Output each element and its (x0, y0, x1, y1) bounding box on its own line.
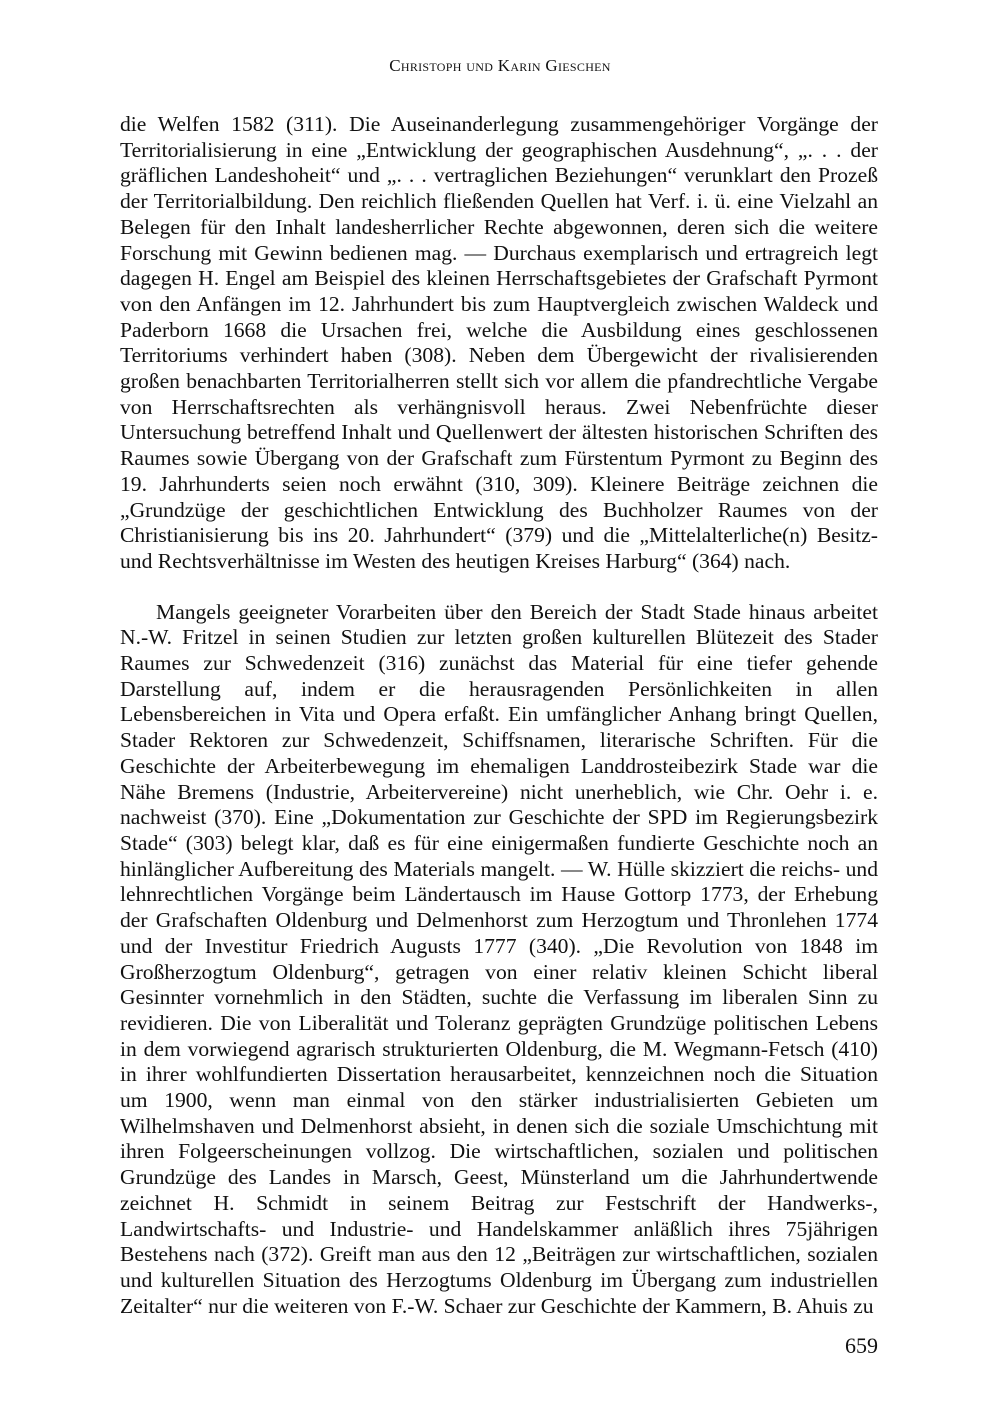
paragraph-1: die Welfen 1582 (311). Die Auseinanderlegung zusammengehöriger Vorgänge der Territorialisierung in eine „Entwicklung der geographischen Ausdehnung“, „. . . der gräflichen Landeshoheit“ und „. . . vertraglichen Beziehungen“ verunklart den Prozeß der Territorialbildung. Den reichlich fließenden Quellen hat Verf. i. ü. eine Vielzahl an Belegen für den Inhalt landesherrlicher Rechte abgewonnen, deren sich die weitere Forschung mit Gewinn bedienen mag. — Durchaus exemplarisch und ertragreich legt dagegen H. Engel am Beispiel des kleinen Herrschaftsgebietes der Grafschaft Pyrmont von den Anfängen im 12. Jahrhundert bis zum Hauptvergleich zwischen Waldeck und Paderborn 1668 die Ursachen frei, welche die Ausbildung eines geschlossenen Territoriums verhindert haben (308). Neben dem Übergewicht der rivalisierenden großen benachbarten Territorialherren stellt sich vor allem die pfandrechtliche Vergabe von Herrschaftsrechten als verhängnisvoll heraus. Zwei Nebenfrüchte dieser Untersuchung betreffend Inhalt und Quellenwert der ältesten historischen Schriften des Raumes sowie Übergang von der Grafschaft zum Fürstentum Pyrmont zu Beginn des 19. Jahrhunderts seien noch erwähnt (310, 309). Kleinere Beiträge zeichnen die „Grundzüge der geschichtlichen Entwicklung des Buchholzer Raumes von der Christianisierung bis ins 20. Jahrhundert“ (379) und die „Mittelalterliche(n) Besitz- und Rechtsverhältnisse im Westen des heutigen Kreises Harburg“ (364) nach. (120, 112, 878, 573)
running-head-author-second: Karin Gieschen (497, 56, 611, 75)
running-head (120, 56, 880, 76)
paragraph-2: Mangels geeigneter Vorarbeiten über den Bereich der Stadt Stade hinaus arbeitet N.-W. Fritzel in seinen Studien zur letzten großen kulturellen Blütezeit des Stader Raumes zur Schwedenzeit (316) zunächst das Material für eine tiefer gehende Darstellung auf, indem er die herausragenden Persönlichkeiten in allen Lebensbereichen in Vita und Opera erfaßt. Ein umfänglicher Anhang bringt Quellen, Stader Rektoren zur Schwedenzeit, Schiffsnamen, literarische Schriften. Für die Geschichte der Arbeiterbewegung im ehemaligen Landdrosteibezirk Stade war die Nähe Bremens (Industrie, Arbeitervereine) nicht unerheblich, wie Chr. Oehr i. e. nachweist (370). Eine „Dokumentation zur Geschichte der SPD im Regierungsbezirk Stade“ (303) belegt klar, daß es für eine einigermaßen fundierte Geschichte noch an hinlänglicher Aufbereitung des Materials mangelt. — W. Hülle skizziert die reichs- und lehnrechtlichen Vorgänge beim Ländertausch im Hause Gottorp 1773, der Erhebung der Grafschaften Oldenburg und Delmenhorst zum Herzogtum und Thronlehen 1774 und der Investitur Friedrich Augusts 1777 (340). „Die Revolution von 1848 im Großherzogtum Oldenburg“, getragen von einer relativ kleinen Schicht liberal Gesinnter vornehmlich in den Städten, suchte die Verfassung im liberalen Sinn zu revidieren. Die von Liberalität und Toleranz geprägten Grundzüge politischen Lebens in dem vorwiegend agrarisch strukturierten Oldenburg, die M. Wegmann-Fetsch (410) in ihrer wohlfundierten Dissertation herausarbeitet, kennzeichnen noch die Situation um 1900, wenn man einmal von den stärker industrialisierten Gebieten um Wilhelmshaven und Delmenhorst absieht, in denen sich die soziale Umschichtung mit ihren Folgeerscheinungen vollzog. Die wirtschaftlichen, sozialen und politischen Grundzüge des Landes in Marsch, Geest, Münsterland um die Jahrhundertwende zeichnet H. Schmidt in seinem Beitrag zur Festschrift der Handwerks-, Landwirtschafts- und Industrie- und Handelskammer anläßlich ihres 75jährigen Bestehens nach (372). Greift man aus den 12 „Beiträgen zur wirtschaftlichen, sozialen und kulturellen Situation des Herzogtums Oldenburg im Übergang zum industriellen Zeitalter“ nur die weiteren von F.-W. Schaer zur Geschichte der Kammern, B. Ahuis zu (120, 599, 878, 1318)
body-text (120, 112, 878, 1319)
running-head-author-first: Christoph (389, 56, 462, 75)
running-head-connector: und (466, 56, 494, 75)
page-number: 659 (845, 1333, 878, 1358)
